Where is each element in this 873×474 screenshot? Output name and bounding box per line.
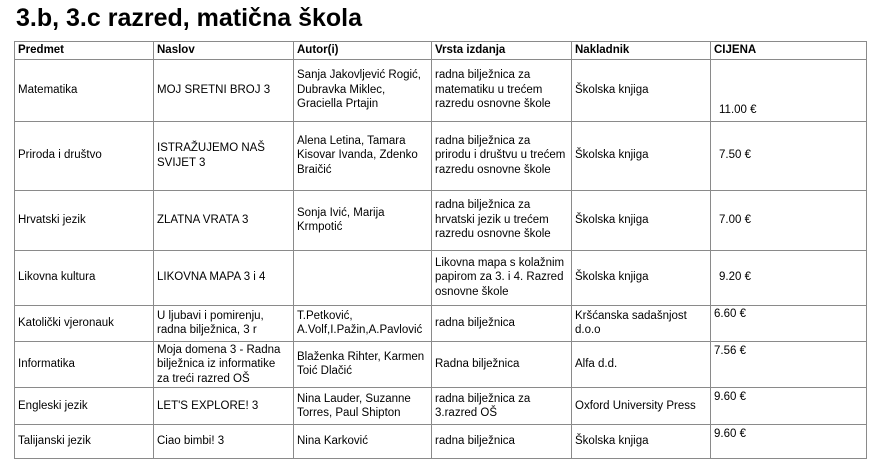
cell-cijena: 9.60 € bbox=[711, 388, 867, 425]
cell-cijena: 9.20 € bbox=[711, 250, 867, 305]
cell-nakladnik: Školska knjiga bbox=[572, 121, 711, 190]
cell-nakladnik: Školska knjiga bbox=[572, 59, 711, 121]
table-row bbox=[15, 250, 867, 305]
cell-cijena: 6.60 € bbox=[711, 305, 867, 341]
cell-cijena: 7.00 € bbox=[711, 190, 867, 250]
cell-vrsta: radna bilježnica za prirodu i društvu u trećem razredu osnovne škole bbox=[432, 121, 572, 190]
cell-naslov: LIKOVNA MAPA 3 i 4 bbox=[154, 250, 294, 305]
cell-autori: Nina Karković bbox=[294, 425, 432, 459]
cell-cijena: 9.60 € bbox=[711, 425, 867, 459]
cell-predmet: Katolički vjeronauk bbox=[15, 305, 154, 341]
table-row bbox=[15, 341, 867, 388]
cell-vrsta: radna bilježnica bbox=[432, 305, 572, 341]
cell-predmet: Likovna kultura bbox=[15, 250, 154, 305]
cell-nakladnik: Školska knjiga bbox=[572, 425, 711, 459]
cell-autori: T.Petković, A.Volf,I.Pažin,A.Pavlović bbox=[294, 305, 432, 341]
cell-naslov: U ljubavi i pomirenju, radna bilježnica, 3 r bbox=[154, 305, 294, 341]
cell-naslov: ZLATNA VRATA 3 bbox=[154, 190, 294, 250]
cell-autori: Nina Lauder, Suzanne Torres, Paul Shipton bbox=[294, 388, 432, 425]
cell-vrsta: radna bilježnica za 3.razred OŠ bbox=[432, 388, 572, 425]
header-autori: Autor(i) bbox=[294, 42, 432, 60]
cell-vrsta: radna bilježnica za hrvatski jezik u trećem razredu osnovne škole bbox=[432, 190, 572, 250]
cell-naslov: Moja domena 3 - Radna bilježnica iz informatike za treći razred OŠ bbox=[154, 341, 294, 388]
cell-autori: Sanja Jakovljević Rogić, Dubravka Miklec, Graciella Prtajin bbox=[294, 59, 432, 121]
textbook-table bbox=[14, 41, 867, 459]
table-row bbox=[15, 121, 867, 190]
header-naslov: Naslov bbox=[154, 42, 294, 60]
cell-predmet: Engleski jezik bbox=[15, 388, 154, 425]
cell-nakladnik: Alfa d.d. bbox=[572, 341, 711, 388]
cell-vrsta: Likovna mapa s kolažnim papirom za 3. i 4. Razred osnovne škole bbox=[432, 250, 572, 305]
cell-cijena: 7.56 € bbox=[711, 341, 867, 388]
cell-predmet: Talijanski jezik bbox=[15, 425, 154, 459]
cell-predmet: Priroda i društvo bbox=[15, 121, 154, 190]
cell-vrsta: radna bilježnica za matematiku u trećem razredu osnovne škole bbox=[432, 59, 572, 121]
cell-autori: Alena Letina, Tamara Kisovar Ivanda, Zdenko Braičić bbox=[294, 121, 432, 190]
cell-autori: Blaženka Rihter, Karmen Toić Dlačić bbox=[294, 341, 432, 388]
cell-vrsta: radna bilježnica bbox=[432, 425, 572, 459]
cell-cijena: 11.00 € bbox=[711, 59, 867, 121]
cell-nakladnik: Oxford University Press bbox=[572, 388, 711, 425]
table-row bbox=[15, 190, 867, 250]
cell-predmet: Informatika bbox=[15, 341, 154, 388]
cell-autori: Sonja Ivić, Marija Krmpotić bbox=[294, 190, 432, 250]
page-title: 3.b, 3.c razred, matična škola bbox=[16, 4, 362, 32]
cell-naslov: LET'S EXPLORE! 3 bbox=[154, 388, 294, 425]
cell-nakladnik: Školska knjiga bbox=[572, 190, 711, 250]
cell-naslov: MOJ SRETNI BROJ 3 bbox=[154, 59, 294, 121]
cell-vrsta: Radna bilježnica bbox=[432, 341, 572, 388]
header-vrsta-izdanja: Vrsta izdanja bbox=[432, 42, 572, 60]
header-predmet: Predmet bbox=[15, 42, 154, 60]
cell-nakladnik: Školska knjiga bbox=[572, 250, 711, 305]
cell-autori bbox=[294, 250, 432, 305]
table-row bbox=[15, 59, 867, 121]
header-nakladnik: Nakladnik bbox=[572, 42, 711, 60]
cell-predmet: Matematika bbox=[15, 59, 154, 121]
cell-cijena: 7.50 € bbox=[711, 121, 867, 190]
table-row bbox=[15, 388, 867, 425]
cell-naslov: ISTRAŽUJEMO NAŠ SVIJET 3 bbox=[154, 121, 294, 190]
header-cijena: CIJENA bbox=[711, 42, 867, 60]
cell-predmet: Hrvatski jezik bbox=[15, 190, 154, 250]
table-row bbox=[15, 425, 867, 459]
table-row bbox=[15, 305, 867, 341]
cell-naslov: Ciao bimbi! 3 bbox=[154, 425, 294, 459]
table-header-row bbox=[15, 42, 867, 60]
cell-nakladnik: Kršćanska sadašnjost d.o.o bbox=[572, 305, 711, 341]
